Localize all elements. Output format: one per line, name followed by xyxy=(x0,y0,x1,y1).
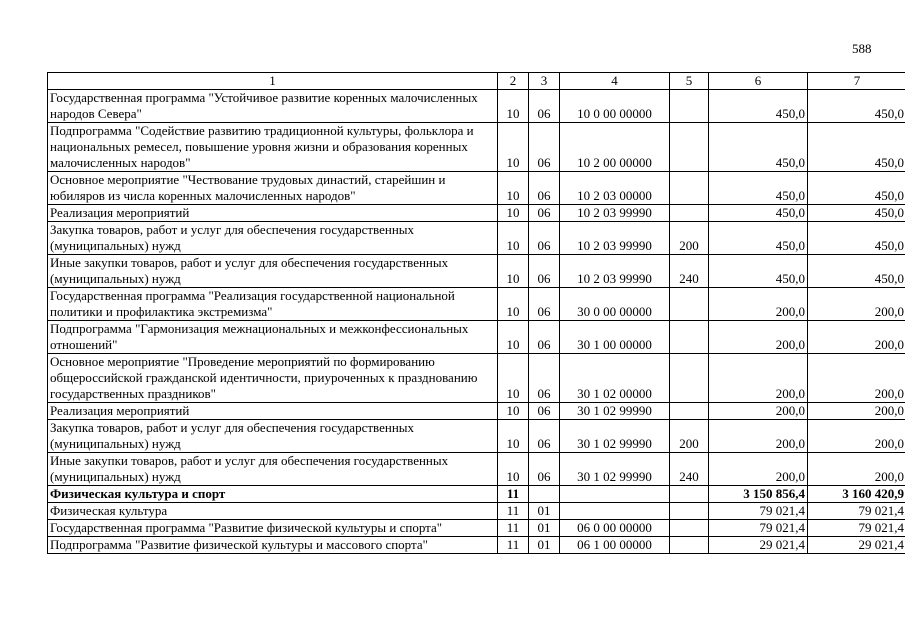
row-expense-type xyxy=(670,205,709,222)
col-header-7: 7 xyxy=(808,73,905,90)
row-name: Реализация мероприятий xyxy=(48,403,498,420)
row-subsection: 06 xyxy=(529,172,560,205)
row-amount-1: 79 021,4 xyxy=(709,520,808,537)
row-name: Государственная программа "Развитие физической культуры и спорта" xyxy=(48,520,498,537)
row-amount-2: 450,0 xyxy=(808,123,905,172)
row-target-article: 10 2 03 99990 xyxy=(560,222,670,255)
row-section: 10 xyxy=(498,321,529,354)
table-row xyxy=(48,90,905,123)
row-amount-2: 450,0 xyxy=(808,222,905,255)
row-amount-1: 29 021,4 xyxy=(709,537,808,554)
row-expense-type xyxy=(670,503,709,520)
row-name: Закупка товаров, работ и услуг для обеспечения государственных (муниципальных) нужд xyxy=(48,222,498,255)
row-subsection: 06 xyxy=(529,420,560,453)
row-expense-type xyxy=(670,288,709,321)
table-row xyxy=(48,503,905,520)
row-amount-1: 200,0 xyxy=(709,321,808,354)
row-amount-1: 200,0 xyxy=(709,354,808,403)
row-amount-1: 450,0 xyxy=(709,90,808,123)
row-subsection: 06 xyxy=(529,255,560,288)
row-target-article: 10 2 03 99990 xyxy=(560,255,670,288)
row-target-article: 30 0 00 00000 xyxy=(560,288,670,321)
row-section: 10 xyxy=(498,255,529,288)
col-header-3: 3 xyxy=(529,73,560,90)
row-amount-2: 200,0 xyxy=(808,354,905,403)
row-target-article: 06 0 00 00000 xyxy=(560,520,670,537)
row-amount-2: 450,0 xyxy=(808,205,905,222)
table-row xyxy=(48,172,905,205)
row-expense-type xyxy=(670,90,709,123)
header-row xyxy=(48,73,905,90)
table-row xyxy=(48,403,905,420)
row-amount-2: 3 160 420,9 xyxy=(808,486,905,503)
row-amount-1: 450,0 xyxy=(709,205,808,222)
table-row xyxy=(48,205,905,222)
table-row xyxy=(48,537,905,554)
row-section: 10 xyxy=(498,172,529,205)
col-header-2: 2 xyxy=(498,73,529,90)
row-name: Основное мероприятие "Чествование трудовых династий, старейшин и юбиляров из числа коренных малочисленных народов" xyxy=(48,172,498,205)
row-amount-2: 79 021,4 xyxy=(808,520,905,537)
row-subsection: 01 xyxy=(529,537,560,554)
row-amount-2: 200,0 xyxy=(808,453,905,486)
row-expense-type xyxy=(670,123,709,172)
row-target-article: 30 1 02 99990 xyxy=(560,453,670,486)
row-expense-type: 200 xyxy=(670,420,709,453)
row-name: Иные закупки товаров, работ и услуг для обеспечения государственных (муниципальных) нужд xyxy=(48,255,498,288)
row-name: Физическая культура и спорт xyxy=(48,486,498,503)
row-subsection: 06 xyxy=(529,321,560,354)
row-amount-1: 450,0 xyxy=(709,123,808,172)
row-amount-1: 200,0 xyxy=(709,403,808,420)
row-section: 11 xyxy=(498,537,529,554)
row-expense-type: 200 xyxy=(670,222,709,255)
row-section: 10 xyxy=(498,288,529,321)
row-target-article: 30 1 02 99990 xyxy=(560,420,670,453)
row-section: 11 xyxy=(498,486,529,503)
row-subsection: 06 xyxy=(529,288,560,321)
table-row xyxy=(48,321,905,354)
table-row xyxy=(48,255,905,288)
row-subsection: 06 xyxy=(529,90,560,123)
row-name: Закупка товаров, работ и услуг для обеспечения государственных (муниципальных) нужд xyxy=(48,420,498,453)
row-name: Государственная программа "Реализация государственной национальной политики и профилактика экстремизма" xyxy=(48,288,498,321)
row-target-article: 10 0 00 00000 xyxy=(560,90,670,123)
row-amount-2: 450,0 xyxy=(808,255,905,288)
row-section: 10 xyxy=(498,403,529,420)
row-name: Подпрограмма "Содействие развитию традиционной культуры, фольклора и национальных ремесел, повышение уровня жизни и образования коренных малочисленных народов" xyxy=(48,123,498,172)
row-section: 10 xyxy=(498,205,529,222)
row-subsection: 06 xyxy=(529,453,560,486)
row-expense-type xyxy=(670,172,709,205)
row-amount-1: 200,0 xyxy=(709,453,808,486)
col-header-6: 6 xyxy=(709,73,808,90)
row-expense-type: 240 xyxy=(670,453,709,486)
row-subsection: 06 xyxy=(529,354,560,403)
row-expense-type xyxy=(670,403,709,420)
row-target-article xyxy=(560,503,670,520)
row-target-article: 10 2 00 00000 xyxy=(560,123,670,172)
row-name: Физическая культура xyxy=(48,503,498,520)
row-target-article: 10 2 03 00000 xyxy=(560,172,670,205)
page-number: 588 xyxy=(852,41,872,56)
row-subsection: 06 xyxy=(529,123,560,172)
row-section: 11 xyxy=(498,503,529,520)
row-name: Подпрограмма "Развитие физической культуры и массового спорта" xyxy=(48,537,498,554)
table-row xyxy=(48,486,905,503)
table-row xyxy=(48,520,905,537)
row-expense-type xyxy=(670,354,709,403)
row-amount-2: 450,0 xyxy=(808,90,905,123)
row-name: Подпрограмма "Гармонизация межнациональных и межконфессиональных отношений" xyxy=(48,321,498,354)
row-expense-type: 240 xyxy=(670,255,709,288)
row-target-article: 10 2 03 99990 xyxy=(560,205,670,222)
row-section: 10 xyxy=(498,123,529,172)
row-amount-2: 29 021,4 xyxy=(808,537,905,554)
row-amount-1: 450,0 xyxy=(709,222,808,255)
table-row xyxy=(48,420,905,453)
row-amount-1: 200,0 xyxy=(709,420,808,453)
row-target-article xyxy=(560,486,670,503)
row-amount-2: 450,0 xyxy=(808,172,905,205)
row-name: Иные закупки товаров, работ и услуг для обеспечения государственных (муниципальных) нужд xyxy=(48,453,498,486)
table-row xyxy=(48,288,905,321)
row-amount-2: 79 021,4 xyxy=(808,503,905,520)
row-expense-type xyxy=(670,520,709,537)
row-subsection: 06 xyxy=(529,403,560,420)
row-expense-type xyxy=(670,537,709,554)
col-header-5: 5 xyxy=(670,73,709,90)
table-row xyxy=(48,453,905,486)
row-amount-1: 79 021,4 xyxy=(709,503,808,520)
row-section: 10 xyxy=(498,354,529,403)
table-row xyxy=(48,222,905,255)
budget-table xyxy=(47,72,905,554)
row-amount-2: 200,0 xyxy=(808,420,905,453)
col-header-4: 4 xyxy=(560,73,670,90)
row-subsection: 01 xyxy=(529,503,560,520)
row-target-article: 30 1 02 00000 xyxy=(560,354,670,403)
row-name: Государственная программа "Устойчивое развитие коренных малочисленных народов Севера" xyxy=(48,90,498,123)
row-subsection xyxy=(529,486,560,503)
row-subsection: 06 xyxy=(529,222,560,255)
row-subsection: 01 xyxy=(529,520,560,537)
row-section: 10 xyxy=(498,90,529,123)
row-amount-1: 200,0 xyxy=(709,288,808,321)
row-expense-type xyxy=(670,321,709,354)
row-target-article: 30 1 02 99990 xyxy=(560,403,670,420)
row-section: 10 xyxy=(498,420,529,453)
row-section: 11 xyxy=(498,520,529,537)
row-target-article: 30 1 00 00000 xyxy=(560,321,670,354)
table-row xyxy=(48,123,905,172)
col-header-1: 1 xyxy=(48,73,498,90)
row-target-article: 06 1 00 00000 xyxy=(560,537,670,554)
row-amount-2: 200,0 xyxy=(808,321,905,354)
row-amount-1: 450,0 xyxy=(709,255,808,288)
row-amount-2: 200,0 xyxy=(808,288,905,321)
table-row xyxy=(48,354,905,403)
row-name: Основное мероприятие "Проведение мероприятий по формированию общероссийской гражданской идентичности, приуроченных к празднованию государственных праздников" xyxy=(48,354,498,403)
row-name: Реализация мероприятий xyxy=(48,205,498,222)
row-section: 10 xyxy=(498,453,529,486)
row-amount-1: 3 150 856,4 xyxy=(709,486,808,503)
row-expense-type xyxy=(670,486,709,503)
row-amount-2: 200,0 xyxy=(808,403,905,420)
row-subsection: 06 xyxy=(529,205,560,222)
row-amount-1: 450,0 xyxy=(709,172,808,205)
row-section: 10 xyxy=(498,222,529,255)
